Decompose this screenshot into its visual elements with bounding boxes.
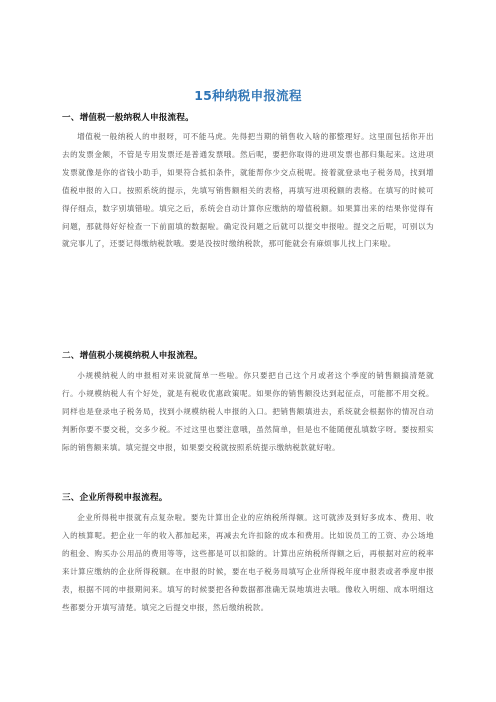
document-title: 15种纳税申报流程 — [194, 88, 302, 103]
section-heading-small-scale-taxpayer-vat: 二、增值税小规模纳税人申报流程。 — [62, 351, 203, 361]
section-heading-general-taxpayer-vat: 一、增值税一般纳税人申报流程。 — [62, 113, 194, 123]
section-body-general-taxpayer-vat: 增值税一般纳税人的申报呀，可不能马虎。先得把当期的销售收入啥的都整理好。这里面包括你开出去的发票金额，不管是专用发票还是普通发票哦。然后呢，要把你取得的进项发票也都归集起来。这进项发票就像是你的省钱小助手，如果符合抵扣条件，就能帮你少交点税呢。接着就登录电子税务局，找到增值税申报的入口。按照系统的提示，先填写销售额相关的表格，再填写进项税额的表格。在填写的时候可得仔细点，数字别填错啦。填完之后，系统会自动计算你应缴纳的增值税额。如果算出来的结果你觉得有问题，那就得好好检查一下前面填的数据啦。确定没问题之后就可以提交申报啦。提交之后呢，可别以为就完事儿了，还要记得缴纳税款哦。要是没按时缴纳税款，那可能就会有麻烦事儿找上门来啦。 — [62, 132, 434, 249]
section-heading-corporate-income-tax: 三、企业所得税申报流程。 — [62, 493, 168, 503]
section-body-corporate-income-tax: 企业所得税申报就有点复杂啦。要先计算出企业的应纳税所得额。这可就涉及到好多成本、费用、收入的核算呢。把企业一年的收入都加起来，再减去允许扣除的成本和费用。比如说员工的工资、办公场地的租金、购买办公用品的费用等等，这些都是可以扣除的。计算出应纳税所得额之后，再根据对应的税率来计算应缴纳的企业所得税额。在申报的时候，要在电子税务局填写企业所得税年度申报表或者季度申报表，根据不同的申报期间来。填写的时候要把各种数据都准确无误地填进去哦。像收入明细、成本明细这些都要分开填写清楚。填完之后提交申报，然后缴纳税款。 — [62, 513, 434, 612]
section-body-small-scale-taxpayer-vat: 小规模纳税人的申报相对来说就简单一些啦。你只要把自己这个月或者这个季度的销售额搞清楚就行。小规模纳税人有个好处，就是有税收优惠政策呢。如果你的销售额没达到起征点，可能都不用交税。同样也是登录电子税务局，找到小规模纳税人申报的入口。把销售额填进去，系统就会根据你的情况自动判断你要不要交税，交多少税。不过这里也要注意哦，虽然简单，但是也不能随便乱填数字呀。要按照实际的销售额来填。填完提交申报，如果要交税就按照系统提示缴纳税款就好啦。 — [62, 371, 434, 452]
